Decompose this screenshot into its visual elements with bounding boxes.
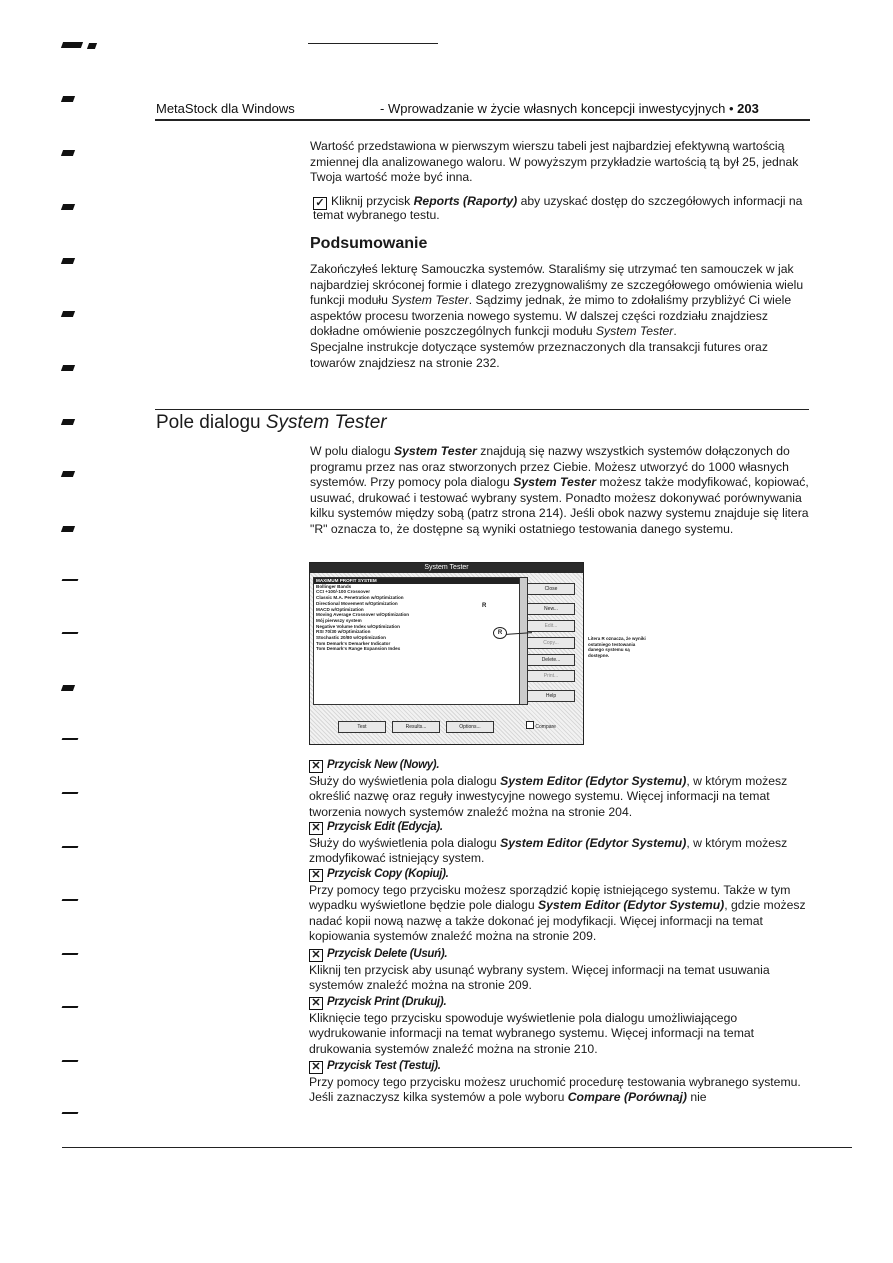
list-item[interactable]: Bollinger Bands xyxy=(316,583,352,589)
reports-step: ✓ Kliknij przycisk Reports (Raporty) aby uzyskać dostęp do szczegółowych informacji na temat wybranego testu. xyxy=(313,194,803,222)
list-item[interactable]: CCI +100/-100 Crossover xyxy=(316,589,371,595)
copy-button-description: ✕ Przycisk Copy (Kopiuj). Przy pomocy tego przycisku możesz sporządzić kopię istniejącego systemu. Także w tym wypadku wyświetlone będzie pole dialogu System Editor (Edytor Systemu), gdzie możesz nadać kopii nową nazwę a także dokonać jej modyfikacji. Więcej informacji na temat kopiowania systemów znaleźć można na stronie 209. xyxy=(309,868,806,944)
dialog-title: System Tester xyxy=(310,563,583,573)
list-item[interactable]: Stochastic 20/80 w/Optimization xyxy=(316,635,386,641)
header-rule xyxy=(155,119,810,121)
system-tester-dialog xyxy=(309,562,584,745)
delete-button-description: ✕ Przycisk Delete (Usuń). Kliknij ten przycisk aby usunąć wybrany system. Więcej informacji na temat usuwania systemów znaleźć można na stronie 209. xyxy=(309,948,770,993)
checked-box-icon: ✕ xyxy=(309,997,323,1010)
running-header-right: - Wprowadzanie w życie własnych koncepcji inwestycyjnych • 203 xyxy=(380,101,759,116)
page-number: 203 xyxy=(737,101,759,116)
section-rule xyxy=(155,409,809,410)
test-button-description: ✕ Przycisk Test (Testuj). Przy pomocy tego przycisku możesz uruchomić procedurę testowania wybranego systemu. Jeśli zaznaczysz kilka systemów a pole wyboru Compare (Porównaj) nie xyxy=(309,1060,801,1105)
close-button[interactable]: Close xyxy=(527,583,575,595)
help-button[interactable]: Help xyxy=(527,690,575,702)
print-button-description: ✕ Przycisk Print (Drukuj). Kliknięcie tego przycisku spowoduje wyświetlenie pola dialogu umożliwiającego wydrukowanie informacji na temat wybranego systemu. Więcej informacji na temat drukowania systemów znaleźć można na stronie 210. xyxy=(309,996,755,1056)
new-button-description: ✕ Przycisk New (Nowy). Służy do wyświetlenia pola dialogu System Editor (Edytor Systemu), w którym możesz określić nazwę oraz reguły inwestycyjne nowego systemu. Więcej informacji na temat tworzenia nowych systemów znaleźć można na stronie 204. xyxy=(309,759,788,819)
results-marker-circled: R xyxy=(493,627,507,639)
top-scan-line xyxy=(308,43,438,44)
checked-box-icon: ✕ xyxy=(309,949,323,962)
list-item[interactable]: Tom Demark's Demarker Indicator xyxy=(316,640,391,646)
bottom-scan-line xyxy=(62,1147,852,1148)
options-button[interactable]: Options... xyxy=(446,721,494,733)
checked-box-icon: ✕ xyxy=(309,1061,323,1074)
running-header-left: MetaStock dla Windows xyxy=(156,101,295,116)
summary-heading: Podsumowanie xyxy=(310,235,428,252)
compare-checkbox[interactable]: Compare xyxy=(526,721,556,732)
list-item[interactable]: Classic M.A. Penetration w/Optimization xyxy=(316,595,404,601)
summary-paragraph: Zakończyłeś lekturę Samouczka systemów. Staraliśmy się utrzymać ten samouczek w jak najbardziej skróconej formie i dlatego zrezygnowaliśmy ze szczegółowego omówienia wielu funkcji modułu System Tester. Sądzimy jednak, że mimo to zdołaliśmy przybliżyć Ci wiele aspektów procesu tworzenia nowego systemu. W dalszej części rozdziału znajdziesz dokładne omówienie poszczególnych funkcji modułu System Tester. Specjalne instrukcje dotyczące systemów przeznaczonych dla transakcji futures oraz towarów znajdziesz na stronie 232. xyxy=(310,262,804,370)
checked-box-icon: ✕ xyxy=(309,869,323,882)
section-paragraph: W polu dialogu System Tester znajdują się nazwy wszystkich systemów dołączonych do programu przez nas oraz stworzonych przez Ciebie. Możesz utworzyć do 1000 własnych systemów. Przy pomocy pola dialogu System Tester możesz także modyfikować, kopiować, usuwać, drukować i testować wybrany system. Ponadto możesz dokonywać porównywania kilku systemów między sobą (patrz strona 214). Jeśli obok nazwy systemu znajduje się litera "R" oznacza to, że dostępne są wyniki ostatniego testowania danego systemu. xyxy=(310,444,809,536)
edit-button[interactable]: Edit... xyxy=(527,620,575,632)
results-button[interactable]: Results... xyxy=(392,721,440,733)
copy-button[interactable]: Copy... xyxy=(527,637,575,649)
list-item[interactable]: Tom Demark's Range Expansion Index xyxy=(316,646,401,652)
list-item[interactable]: MAXIMUM PROFIT SYSTEM xyxy=(314,578,519,584)
list-item[interactable]: Mój pierwszy system xyxy=(316,617,362,623)
chapter-title: Wprowadzanie w życie własnych koncepcji inwestycyjnych xyxy=(387,101,726,116)
delete-button[interactable]: Delete... xyxy=(527,654,575,666)
print-button[interactable]: Print... xyxy=(527,670,575,682)
checkbox-icon: ✓ xyxy=(313,197,327,210)
list-item[interactable]: MACD w/Optimization xyxy=(316,606,364,612)
intro-paragraph: Wartość przedstawiona w pierwszym wierszu tabeli jest najbardziej efektywną wartością zmiennej dla analizowanego waloru. W powyższym przykładzie wartością tą był 25, jednak Twoja wartość może być inna. xyxy=(310,139,799,185)
list-item[interactable]: RSI 70/30 w/Optimization xyxy=(316,629,371,635)
checkbox-icon xyxy=(526,721,534,729)
section-heading: Pole dialogu System Tester xyxy=(156,412,387,433)
test-button[interactable]: Test xyxy=(338,721,386,733)
checked-box-icon: ✕ xyxy=(309,822,323,835)
list-item[interactable]: Moving Average Crossover w/Optimization xyxy=(316,612,410,618)
list-item[interactable]: Directional Movement w/Optimization xyxy=(316,600,398,606)
edit-button-description: ✕ Przycisk Edit (Edycja). Służy do wyświetlenia pola dialogu System Editor (Edytor Systemu), w którym możesz zmodyfikować istniejący system. xyxy=(309,821,788,866)
results-marker: R xyxy=(482,603,487,609)
checked-box-icon: ✕ xyxy=(309,760,323,773)
list-item[interactable]: Negative Volume Index w/Optimization xyxy=(316,623,400,629)
dialog-annotation: Litera R oznacza, że wyniki ostatniego testowania danego systemu są dostępne. xyxy=(588,636,646,658)
systems-list[interactable] xyxy=(313,577,520,705)
new-button[interactable]: New... xyxy=(527,603,575,615)
